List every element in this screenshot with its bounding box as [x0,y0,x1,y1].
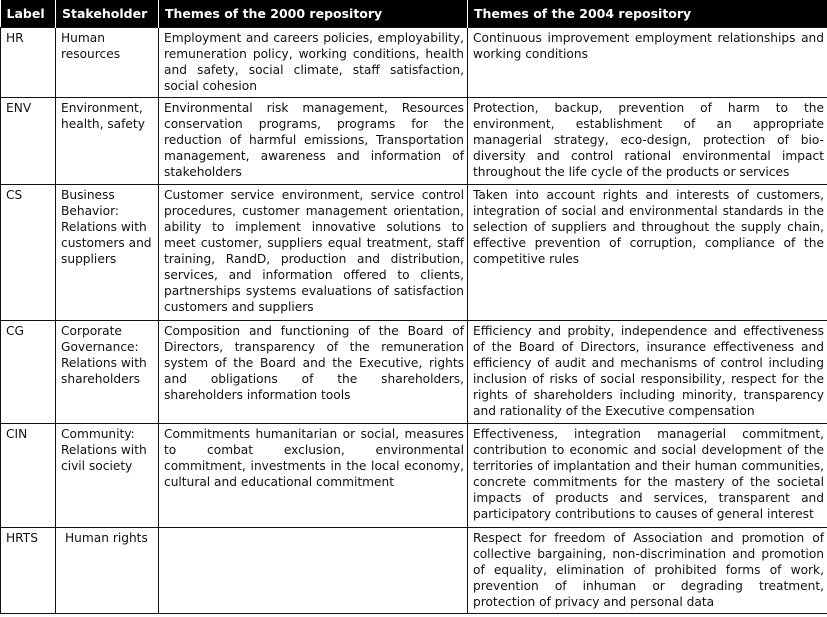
row-label: CS [1,185,56,321]
header-row [1,0,827,28]
table-row [1,28,827,98]
header-themes-2004: Themes of the 2004 repository [468,0,827,28]
row-stakeholder: Corporate Governance: Relations with shareholders [56,321,159,424]
row-label: HR [1,28,56,98]
row-themes-2000: Employment and careers policies, employability, remuneration policy, working conditions, health and safety, social climate, staff satisfaction, social cohesion [159,28,468,98]
row-themes-2004: Protection, backup, prevention of harm to the environment, establishment of an appropriate managerial strategy, eco-design, protection of bio-diversity and control rational environmental impact throughout the life cycle of the products or services [468,98,827,185]
row-stakeholder: Business Behavior: Relations with customers and suppliers [56,185,159,321]
row-themes-2000: Commitments humanitarian or social, measures to combat exclusion, environmental commitment, investments in the local economy, cultural and educational commitment [159,424,468,528]
row-themes-2000: Composition and functioning of the Board of Directors, transparency of the remuneration system of the Board and the Executive, rights and obligations of the shareholders, shareholders information tools [159,321,468,424]
table-row [1,98,827,185]
row-stakeholder: Community: Relations with civil society [56,424,159,528]
row-stakeholder: Environment, health, safety [56,98,159,185]
header-label: Label [1,0,56,28]
row-themes-2004: Effectiveness, integration managerial commitment, contribution to economic and social development of the territories of implantation and their human communities, concrete commitments for the mastery of the societal impacts of products and services, transparent and participatory contributions to causes of general interest [468,424,827,528]
row-themes-2004: Respect for freedom of Association and promotion of collective bargaining, non-discrimination and promotion of equality, elimination of prohibited forms of work, prevention of inhuman or degrading treatment, protection of privacy and personal data [468,528,827,614]
table-row [1,528,827,614]
row-themes-2004: Continuous improvement employment relationships and working conditions [468,28,827,98]
header-stakeholder: Stakeholder [56,0,159,28]
row-label: CG [1,321,56,424]
row-stakeholder: Human rights [56,528,159,614]
row-themes-2000: Environmental risk management, Resources conservation programs, programs for the reduction of harmful emissions, Transportation management, awareness and information of stakeholders [159,98,468,185]
table-row [1,424,827,528]
row-label: HRTS [1,528,56,614]
table-row [1,321,827,424]
row-label: ENV [1,98,56,185]
header-themes-2000: Themes of the 2000 repository [159,0,468,28]
table-row [1,185,827,321]
row-themes-2004: Efficiency and probity, independence and effectiveness of the Board of Directors, insurance effectiveness and efficiency of audit and mechanisms of control including inclusion of risks of social responsibility, respect for the rights of shareholders including minority, transparency and rationality of the Executive compensation [468,321,827,424]
row-stakeholder: Human resources [56,28,159,98]
row-themes-2000: Customer service environment, service control procedures, customer management orientation, ability to implement innovative solutions to meet customer, suppliers equal treatment, staff training, RandD, production and distribution, services, and information offered to clients, partnerships systems evaluations of satisfaction customers and suppliers [159,185,468,321]
row-label: CIN [1,424,56,528]
row-themes-2000 [159,528,468,614]
row-themes-2004: Taken into account rights and interests of customers, integration of social and environmental standards in the selection of suppliers and throughout the supply chain, effective prevention of corruption, compliance of the competitive rules [468,185,827,321]
